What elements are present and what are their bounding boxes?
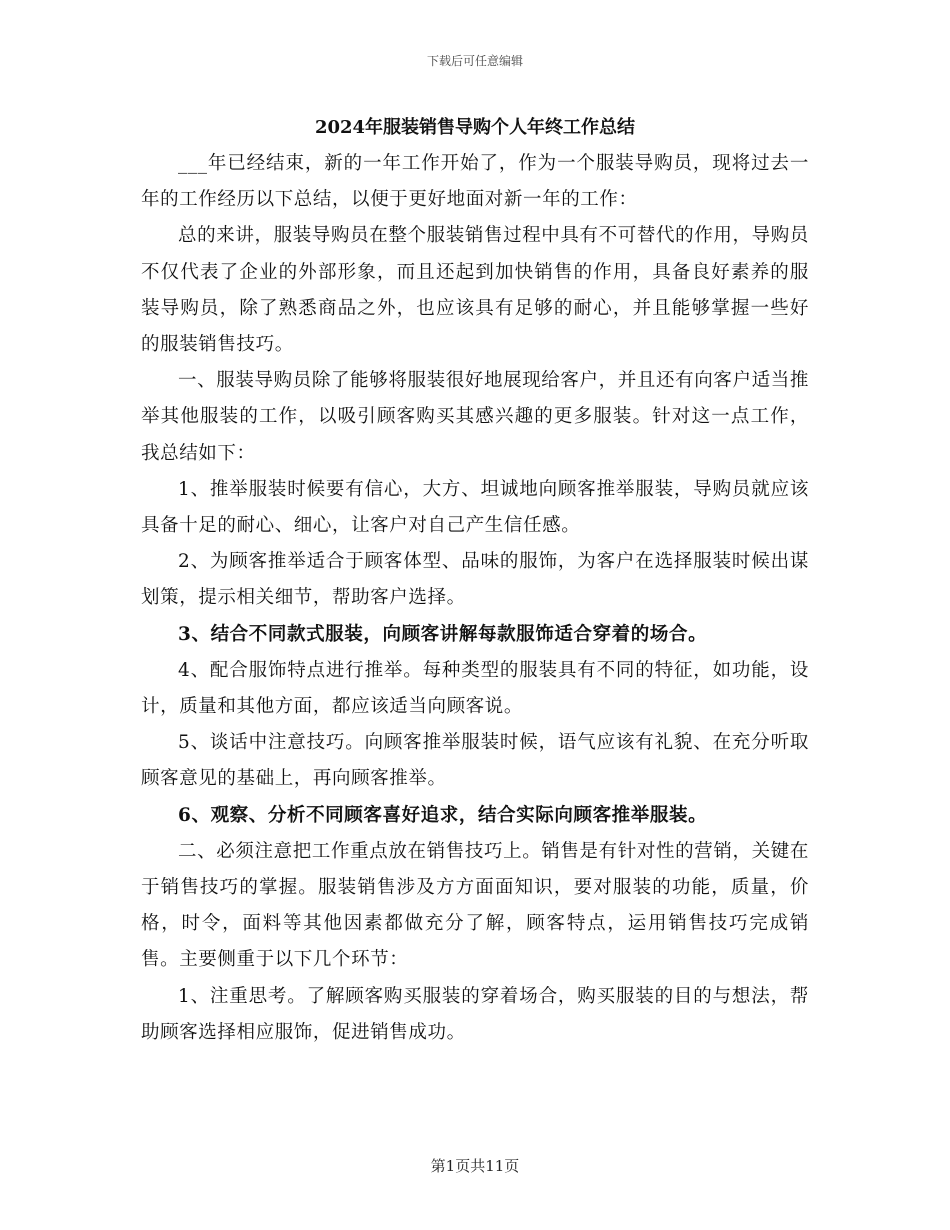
paragraph-overview: 总的来讲，服装导购员在整个服装销售过程中具有不可替代的作用，导购员不仅代表了企业的外部形象，而且还起到加快销售的作用，具备良好素养的服装导购员，除了熟悉商品之外，也应该具有足够的耐心，并且能够掌握一些好的服装销售技巧。: [141, 225, 809, 356]
paragraph-point-4: 4、配合服饰特点进行推举。每种类型的服装具有不同的特征，如功能，设计，质量和其他方面，都应该适当向顾客说。: [141, 659, 809, 718]
document-body: [141, 146, 809, 1051]
paragraph-point-1: 1、推举服装时候要有信心，大方、坦诚地向顾客推举服装，导购员就应该具备十足的耐心、细心，让客户对自己产生信任感。: [141, 478, 809, 537]
paragraph-section-two: 二、必须注意把工作重点放在销售技巧上。销售是有针对性的营销，关键在于销售技巧的掌握。服装销售涉及方方面面知识，要对服装的功能，质量，价格，时令，面料等其他因素都做充分了解，顾客特点，运用销售技巧完成销售。主要侧重于以下几个环节：: [141, 840, 809, 971]
document-title: 2024年服装销售导购个人年终工作总结: [314, 117, 636, 138]
paragraph-point-2: 2、为顾客推举适合于顾客体型、品味的服饰，为客户在选择服装时候出谋划策，提示相关细节，帮助客户选择。: [141, 551, 809, 609]
header-note: 下载后可任意编辑: [426, 54, 523, 68]
paragraph-section-one: 一、服装导购员除了能够将服装很好地展现给客户，并且还有向客户适当推举其他服装的工作，以吸引顾客购买其感兴趣的更多服装。针对这一点工作，我总结如下：: [141, 370, 809, 464]
paragraph-point-5: 5、谈话中注意技巧。向顾客推举服装时候，语气应该有礼貌、在充分听取顾客意见的基础上，再向顾客推举。: [141, 732, 809, 790]
paragraph-intro: ___年已经结束，新的一年工作开始了，作为一个服装导购员，现将过去一年的工作经历以下总结，以便于更好地面对新一年的工作：: [141, 153, 809, 211]
paragraph-point-6: 6、观察、分析不同顾客喜好追求，结合实际向顾客推举服装。: [178, 804, 708, 826]
page-footer: 第1页共11页: [430, 1157, 520, 1175]
paragraph-section-two-point-1: 1、注重思考。了解顾客购买服装的穿着场合，购买服装的目的与想法，帮助顾客选择相应服饰，促进销售成功。: [141, 985, 809, 1043]
paragraph-point-3: 3、结合不同款式服装，向顾客讲解每款服饰适合穿着的场合。: [178, 623, 708, 645]
